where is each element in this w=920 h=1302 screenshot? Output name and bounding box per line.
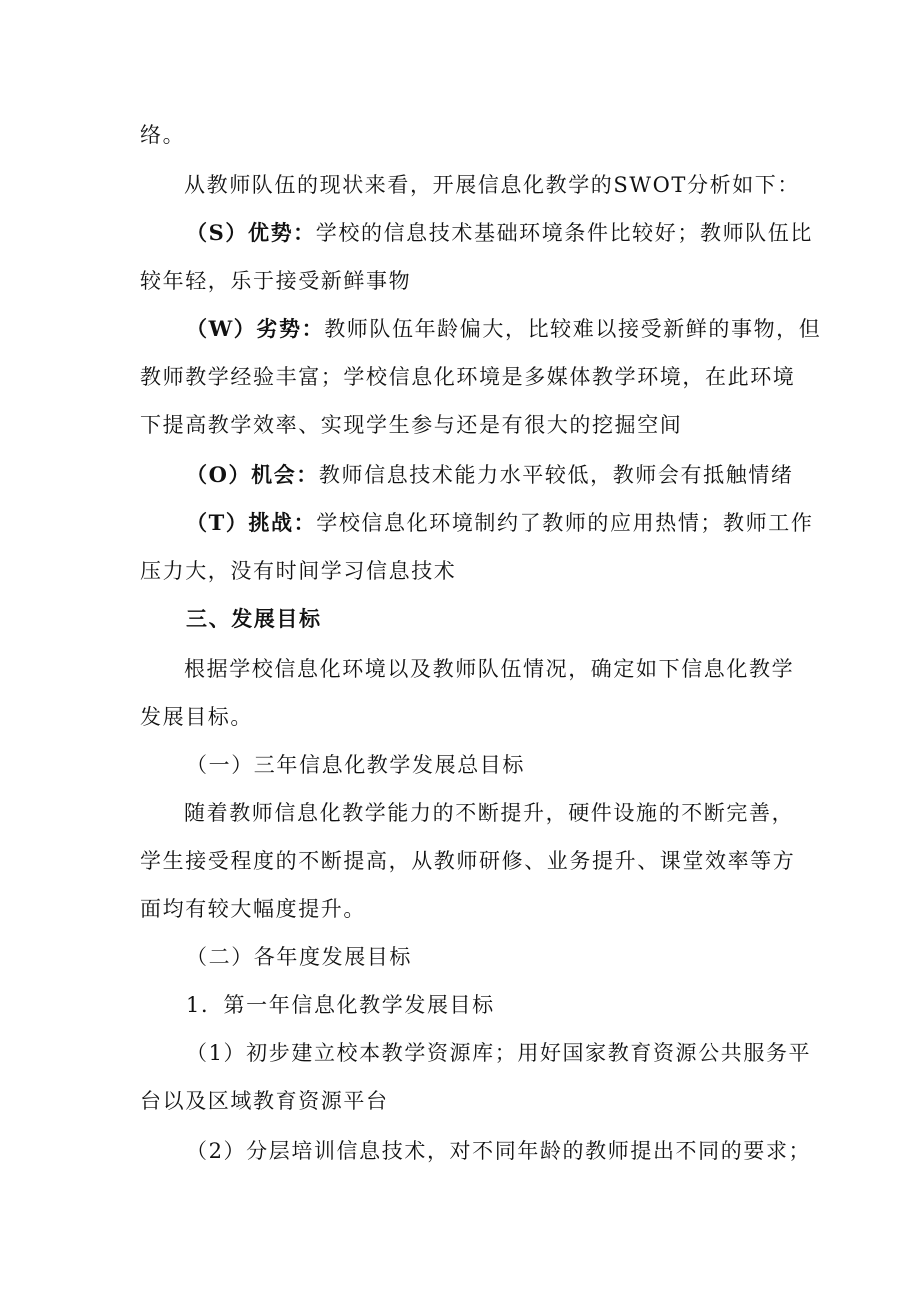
swot-weakness: （W）劣势：教师队伍年龄偏大，比较难以接受新鲜的事物，但 <box>186 316 822 341</box>
opportunity-label: （O）机会： <box>186 462 319 487</box>
text-line: 下提高教学效率、实现学生参与还是有很大的挖掘空间 <box>140 413 683 437</box>
text-line: 发展目标。 <box>140 705 253 729</box>
text-line: 台以及区域教育资源平台 <box>140 1089 389 1113</box>
swot-strength: （S）优势：学校的信息技术基础环境条件比较好；教师队伍比 <box>186 220 813 245</box>
text-line: 络。 <box>140 123 186 147</box>
section-heading: 三、发展目标 <box>186 606 322 631</box>
threat-label: （T）挑战： <box>186 510 317 535</box>
list-item: （2）分层培训信息技术，对不同年龄的教师提出不同的要求； <box>186 1139 812 1163</box>
text-line: 较年轻，乐于接受新鲜事物 <box>140 269 412 293</box>
swot-opportunity: （O）机会：教师信息技术能力水平较低，教师会有抵触情绪 <box>186 462 794 487</box>
paragraph-line: 根据学校信息化环境以及教师队伍情况，确定如下信息化教学 <box>184 657 795 681</box>
strength-label: （S）优势： <box>186 220 316 245</box>
subsection-heading: （一）三年信息化教学发展总目标 <box>186 753 525 777</box>
text-line: 学生接受程度的不断提高，从教师研修、业务提升、课堂效率等方 <box>140 849 796 873</box>
paragraph-swot-intro: 从教师队伍的现状来看，开展信息化教学的SWOT分析如下： <box>184 173 800 197</box>
text-line: 面均有较大幅度提升。 <box>140 897 366 921</box>
subsection-heading: （二）各年度发展目标 <box>186 945 412 969</box>
text-line: 压力大，没有时间学习信息技术 <box>140 559 457 583</box>
list-item: （1）初步建立校本教学资源库；用好国家教育资源公共服务平 <box>186 1041 812 1065</box>
paragraph-line: 随着教师信息化教学能力的不断提升，硬件设施的不断完善， <box>184 801 795 825</box>
swot-threat: （T）挑战：学校信息化环境制约了教师的应用热情；教师工作 <box>186 510 814 535</box>
text-line: 教师教学经验丰富；学校信息化环境是多媒体教学环境，在此环境 <box>140 365 796 389</box>
list-heading: 1．第一年信息化教学发展目标 <box>186 993 495 1017</box>
weakness-label: （W）劣势： <box>186 316 325 341</box>
